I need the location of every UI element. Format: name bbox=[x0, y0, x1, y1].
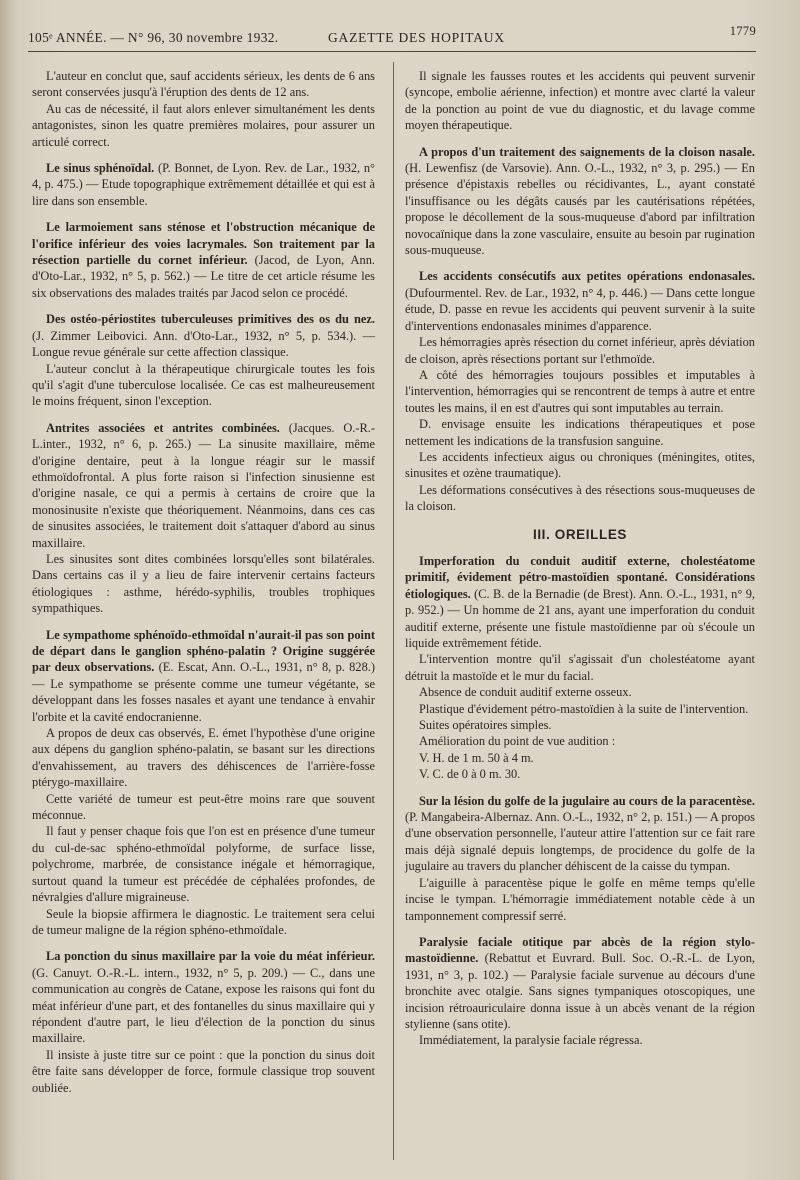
issue-line: 105ᵉ ANNÉE. — N° 96, 30 novembre 1932. bbox=[28, 30, 279, 45]
paragraph: Les hémorragies après résection du cornet inférieur, après déviation de cloison, après résections portant sur l'ethmoïde. bbox=[405, 335, 755, 366]
paragraph: Absence de conduit auditif externe osseux. bbox=[419, 685, 632, 700]
abstract-body: (Dufourmentel. Rev. de Lar., 1932, n° 4, p. 446.) — Dans cette longue étude, D. passe en revue les accidents qui peuvent survenir à la suite d'interventions endonasales minimes d'apparence. bbox=[405, 285, 755, 333]
paragraph: V. C. de 0 à 0 m. 30. bbox=[419, 767, 521, 782]
abstract-title: Des ostéo-périostites tuberculeuses primitives des os du nez. bbox=[46, 312, 375, 327]
abstract-title: Le sympathome sphénoïdo-ethmoïdal n'aurait-il pas son point de départ dans le ganglion sphéno-palatin ? Origine suggérée par deux observations. bbox=[32, 627, 375, 675]
page-header bbox=[28, 24, 756, 52]
abstract-title: Imperforation du conduit auditif externe, cholestéatome primitif, évidement pétro-mastoïdien spontané. Considérations étiologiques. bbox=[405, 553, 755, 601]
abstract-entry bbox=[405, 793, 755, 875]
abstract-body: (P. Bonnet, de Lyon. Rev. de Lar., 1932, n° 4, p. 475.) — Etude topographique extrêmement détaillée et qui est à lire dans son ensemble. bbox=[32, 161, 375, 208]
paragraph: A côté des hémorragies toujours possibles et imputables à l'intervention, hémorragies qui se rencontrent de temps à autre et entre toutes les mains, il en est d'autres qui sont imputables au terrain. bbox=[405, 367, 755, 415]
page-number: 1779 bbox=[729, 24, 756, 38]
abstract-entry bbox=[32, 948, 375, 1046]
abstract-entry bbox=[32, 627, 375, 725]
abstract-entry bbox=[405, 268, 755, 334]
abstract-title: Sur la lésion du golfe de la jugulaire au cours de la paracentèse. bbox=[419, 793, 755, 808]
abstract-body: (J. Zimmer Leibovici. Ann. d'Oto-Lar., 1932, n° 5, p. 534.). — Longue revue générale sur cette affection classique. bbox=[32, 328, 375, 360]
paragraph: V. H. de 1 m. 50 à 4 m. bbox=[419, 750, 534, 765]
paragraph: A propos de deux cas observés, E. émet l'hypothèse d'une origine aux dépens du ganglion sphéno-palatin, se basant sur les directions d'envahissement, au travers des déhiscences de l'arrière-fosse ptérygo-maxillaire. bbox=[32, 726, 375, 790]
abstract-entry bbox=[32, 219, 375, 301]
abstract-entry bbox=[32, 160, 375, 209]
header-rule bbox=[28, 51, 756, 52]
paragraph: L'auteur conclut à la thérapeutique chirurgicale toutes les fois qu'il s'agit d'une tuberculose localisée. Ce cas est malheureusement le moins fréquent, sinon l'exception. bbox=[32, 361, 375, 409]
section-heading: III. OREILLES bbox=[532, 526, 628, 542]
abstract-body: (E. Escat, Ann. O.-L., 1931, n° 8, p. 828.) — Le sympathome se présente comme une tumeur végétante, se développant dans les fosses nasales et ayant une tendance à envahir l'orbite et la cavité endocranienne. bbox=[32, 660, 375, 724]
paragraph: Seule la biopsie affirmera le diagnostic. Le traitement sera celui de tumeur maligne de la région sphéno-ethmoïdale. bbox=[32, 906, 375, 937]
paragraph: Cette variété de tumeur est peut-être moins rare que souvent méconnue. bbox=[32, 791, 375, 823]
abstract-title: Antrites associées et antrites combinées. bbox=[46, 420, 280, 435]
paragraph: D. envisage ensuite les indications thérapeutiques et pose nettement les indications de la transfusion sanguine. bbox=[405, 417, 755, 448]
right-column bbox=[405, 68, 755, 1049]
paragraph: Il insiste à juste titre sur ce point : que la ponction du sinus doit être faite sans développer de force, formule classique trop souvent oubliée. bbox=[32, 1047, 375, 1095]
abstract-title: La ponction du sinus maxillaire par la voie du méat inférieur. bbox=[46, 949, 375, 964]
journal-title: GAZETTE DES HOPITAUX bbox=[328, 30, 505, 45]
paragraph: L'aiguille à paracentèse pique le golfe en même temps qu'elle incise le tympan. L'hémorragie immédiatement notable cède à un tamponnement compressif serré. bbox=[405, 875, 755, 923]
paragraph: Immédiatement, la paralysie faciale régressa. bbox=[419, 1033, 643, 1048]
abstract-title: A propos d'un traitement des saignements de la cloison nasale. bbox=[419, 144, 755, 159]
abstract-body: (P. Mangabeira-Albernaz. Ann. O.-L., 1932, n° 2, p. 151.) — A propos d'une observation personnelle, l'auteur attire l'attention sur ce fait rare mais déjà signalé depuis longtemps, de procidence du golfe de la jugulaire au travers du plancher déhiscent de la caisse du tympan. bbox=[405, 810, 755, 874]
abstract-body: (C. B. de la Bernadie (de Brest). Ann. O.-L., 1931, n° 9, p. 952.) — Un homme de 21 ans, ayant une imperforation du conduit auditif externe, présente une fistule mastoïdienne par où s'écoule un liquide extrêmement fétide. bbox=[405, 586, 755, 650]
abstract-entry bbox=[405, 553, 755, 651]
abstract-entry bbox=[32, 311, 375, 360]
abstract-body: (Rebattut et Euvrard. Bull. Soc. O.-R.-L. de Lyon, 1931, n° 3, p. 102.) — Paralysie faciale survenue au décours d'une bronchite avec otalgie. Sans signes tympaniques otoscopiques, une incision rétroauriculaire donna issue à un abcès venant de la région stylienne (sans otite). bbox=[405, 951, 755, 1031]
paragraph: Il signale les fausses routes et les accidents qui peuvent survenir (syncope, embolie aérienne, infection) et montre avec clarté la valeur de la ponction au point de vue du diagnostic, et du lavage comme moyen thérapeutique. bbox=[405, 69, 755, 133]
paragraph: Suites opératoires simples. bbox=[419, 718, 552, 733]
abstract-entry bbox=[405, 934, 755, 1032]
abstract-title: Paralysie faciale otitique par abcès de la région stylo-mastoïdienne. bbox=[405, 934, 755, 966]
paragraph: L'auteur en conclut que, sauf accidents sérieux, les dents de 6 ans seront conservées jusqu'à l'éruption des dents de 12 ans. bbox=[32, 69, 375, 100]
left-column bbox=[32, 68, 375, 1096]
abstract-entry bbox=[405, 144, 755, 259]
abstract-body: (Jacod, de Lyon, Ann. d'Oto-Lar., 1932, n° 5, p. 562.) — Le titre de cet article résume les six observations des malades traités par Jacod selon ce procédé. bbox=[32, 253, 375, 300]
paragraph: Les sinusites sont dites combinées lorsqu'elles sont bilatérales. Dans certains cas il y a lieu de faire intervenir certains facteurs étiologiques : asthme, hérédo-syphilis, troubles trophiques sympathiques. bbox=[32, 551, 375, 616]
abstract-title: Le larmoiement sans sténose et l'obstruction mécanique de l'orifice inférieur des voies lacrymales. Son traitement par la résection partielle du cornet inférieur. bbox=[32, 220, 375, 268]
abstract-title: Les accidents consécutifs aux petites opérations endonasales. bbox=[419, 269, 755, 284]
abstract-body: (H. Lewenfisz (de Varsovie). Ann. O.-L., 1932, n° 3, p. 295.) — En présence d'épistaxis rebelles ou récidivantes, L., ayant constaté l'insuffisance ou les dégâts causés par les cautérisations répétées, propose le décollement de la sous-muqueuse d'abord par infiltration novocaïnique dans la zone vasculaire, ensuite au besoin par rugination sous-muqueuse. bbox=[405, 161, 755, 258]
abstract-body: (G. Canuyt. O.-R.-L. intern., 1932, n° 5, p. 209.) — C., dans une communication au congrès de Catane, expose les raisons qui font du méat inférieur d'une part, et des fontanelles du sinus maxillaire qui y répondent d'autre part, le lieu d'élection de la ponction du sinus maxillaire. bbox=[32, 965, 375, 1046]
paragraph: L'intervention montre qu'il s'agissait d'un cholestéatome ayant détruit la mastoïde et le mur du facial. bbox=[405, 652, 755, 683]
paragraph: Il faut y penser chaque fois que l'on est en présence d'une tumeur du cul-de-sac sphéno-ethmoïdal polyforme, de surface lisse, polychrome, marbrée, de consistance inégale et hémorragique, surtout quand la tumeur est précédée de céphalées profondes, de névralgies d'allure migraineuse. bbox=[32, 824, 375, 905]
paragraph: Plastique d'évidement pétro-mastoïdien à la suite de l'intervention. bbox=[419, 701, 749, 716]
column-divider bbox=[393, 62, 394, 1160]
paragraph: Les déformations consécutives à des résections sous-muqueuses de la cloison. bbox=[405, 482, 755, 514]
abstract-body: (Jacques. O.-R.-L.inter., 1932, n° 6, p. 265.) — La sinusite maxillaire, même d'origine dentaire, peut à la longue réagir sur le massif ethmoïdofrontal. A plus forte raison si l'infection sinusienne est d'origine nasale, ce qui a permis à certains de croire que la monosinusite n'existe que théoriquement. Néanmoins, dans ces cas de sinusites associées, le traitement doit s'attaquer d'abord au sinus maxillaire. bbox=[32, 420, 375, 550]
paragraph: Amélioration du point de vue audition : bbox=[419, 734, 616, 749]
abstract-entry bbox=[32, 420, 375, 551]
paragraph: Au cas de nécessité, il faut alors enlever simultanément les dents antagonistes, sinon les quatre premières molaires, pour assurer un articulé correct. bbox=[32, 101, 375, 149]
paragraph: Les accidents infectieux aigus ou chroniques (méningites, otites, sinusites et ozène traumatique). bbox=[405, 449, 755, 481]
abstract-title: Le sinus sphénoïdal. bbox=[46, 161, 155, 176]
